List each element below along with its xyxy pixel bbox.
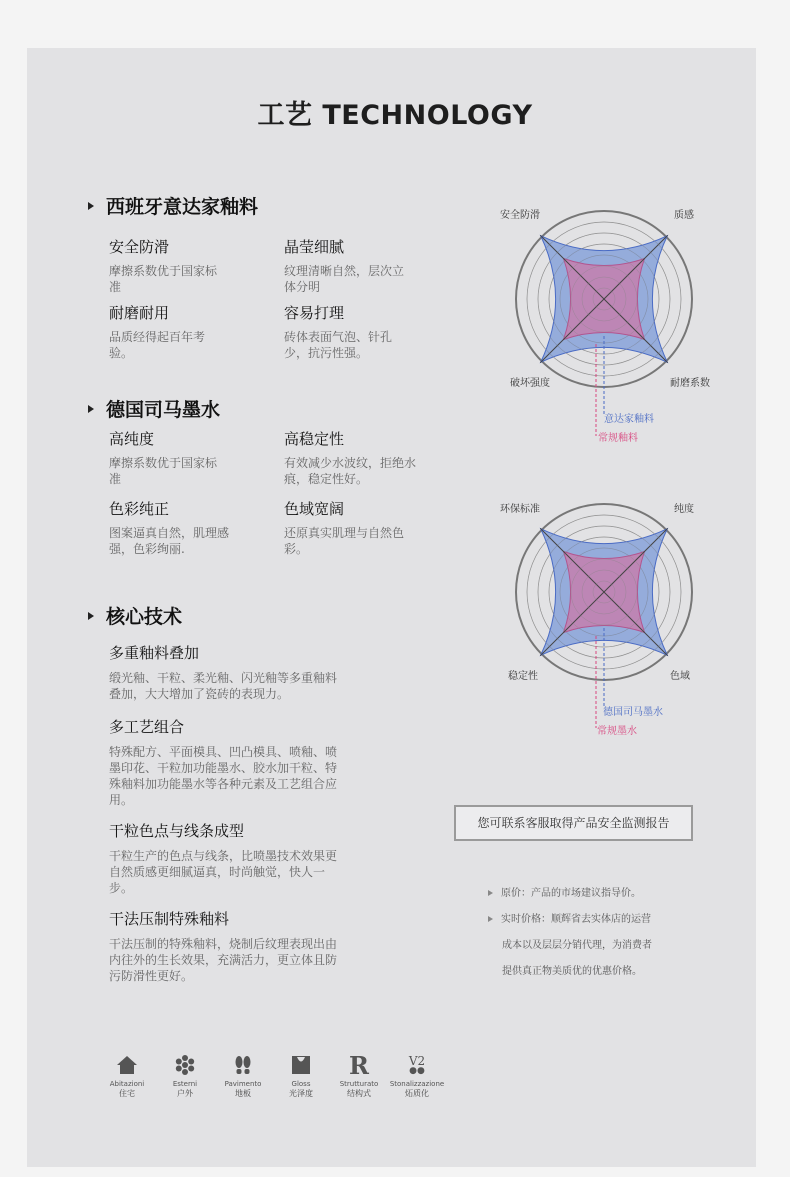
tech-item-multi-process: 多工艺组合 特殊配方、平面模具、凹凸模具、喷釉、喷墨印花、干粒加功能墨水、胶水加干粒、特殊釉料加功能墨水等各种元素及工艺组合应用。 [109, 718, 338, 807]
radar-label: 耐磨系数 [670, 378, 710, 389]
radar-label: 破坏强度 [510, 378, 550, 389]
snowflake-icon [156, 1052, 214, 1078]
usage-gloss: Gloss 光泽度 [272, 1052, 330, 1099]
legend-series-1: 德国司马墨水 [603, 707, 663, 718]
tech-item-dry-press: 干法压制特殊釉料 干法压制的特殊釉料，烧制后纹理表现出由内往外的生长效果，充满活力，更立体且防污防滑性更好。 [109, 910, 338, 983]
tech-item-glaze-stack: 多重釉料叠加 缎光釉、干粒、柔光釉、闪光釉等多重釉料叠加，大大增加了瓷砖的表现力。 [109, 644, 338, 701]
section-heading-glaze: 西班牙意达家釉料 [88, 192, 258, 219]
page-title: 工艺 TECHNOLOGY [257, 100, 533, 131]
note-real-price-cont: 提供真正物美质优的优惠价格。 [502, 966, 642, 977]
house-icon [98, 1052, 156, 1078]
feature-anti-slip: 安全防滑 摩擦系数优于国家标准 [109, 238, 218, 294]
triangle-bullet-icon [88, 612, 94, 620]
note-real-price: 实时价格：顺辉省去实体店的运营 [488, 907, 728, 933]
radar-label: 环保标准 [500, 504, 540, 515]
legend-series-2: 常规墨水 [597, 726, 637, 737]
usage-residential: Abitazioni 住宅 [98, 1052, 156, 1099]
triangle-bullet-icon [88, 405, 94, 413]
usage-floor: Pavimento 地板 [214, 1052, 272, 1099]
feature-gamut: 色域宽阔 还原真实肌理与自然色彩。 [284, 500, 405, 556]
tech-item-dry-grain: 干粒色点与线条成型 干粒生产的色点与线条，比喷墨技术效果更自然质感更细腻逼真，时尚触觉，快人一步。 [109, 822, 338, 895]
note-real-price-cont: 成本以及层层分销代理，为消费者 [502, 940, 652, 951]
radar-label: 质感 [674, 210, 694, 221]
section-heading-core-tech: 核心技术 [88, 602, 182, 629]
triangle-bullet-icon [488, 916, 493, 922]
usage-icon-row [98, 1052, 446, 1099]
legend-series-1: 意达家釉料 [604, 414, 654, 425]
legend-series-2: 常规釉料 [598, 433, 638, 444]
usage-outdoor: Esterni 户外 [156, 1052, 214, 1099]
usage-structured: R Strutturato 结构式 [330, 1052, 388, 1099]
radar-label: 纯度 [674, 504, 694, 515]
radar-label: 稳定性 [508, 671, 538, 682]
triangle-bullet-icon [88, 202, 94, 210]
triangle-bullet-icon [488, 890, 493, 896]
feature-easy-clean: 容易打理 砖体表面气泡、针孔少，抗污性强。 [284, 304, 393, 360]
gloss-icon [272, 1052, 330, 1078]
feature-crystal: 晶莹细腻 纹理清晰自然，层次立体分明 [284, 238, 405, 294]
radar-label: 安全防滑 [500, 210, 540, 221]
usage-vitrified: V2 ●● Stonalizzazione 炻质化 [389, 1053, 445, 1098]
note-original-price: 原价：产品的市场建议指导价。 [488, 881, 728, 907]
footprints-icon [214, 1052, 272, 1078]
feature-stability: 高稳定性 有效减少水波纹，拒绝水痕，稳定性好。 [284, 430, 417, 486]
feature-color: 色彩纯正 图案逼真自然，肌理感强，色彩绚丽. [109, 500, 230, 556]
radar-label: 色域 [670, 671, 690, 682]
safety-report-button[interactable]: 您可联系客服取得产品安全监测报告 [454, 805, 693, 841]
feature-purity: 高纯度 摩擦系数优于国家标准 [109, 430, 218, 486]
r-letter-icon: R [349, 1050, 369, 1080]
feature-durable: 耐磨耐用 品质经得起百年考验。 [109, 304, 206, 360]
section-heading-ink: 德国司马墨水 [88, 395, 220, 422]
v2-icon: V2 ●● [408, 1053, 426, 1076]
